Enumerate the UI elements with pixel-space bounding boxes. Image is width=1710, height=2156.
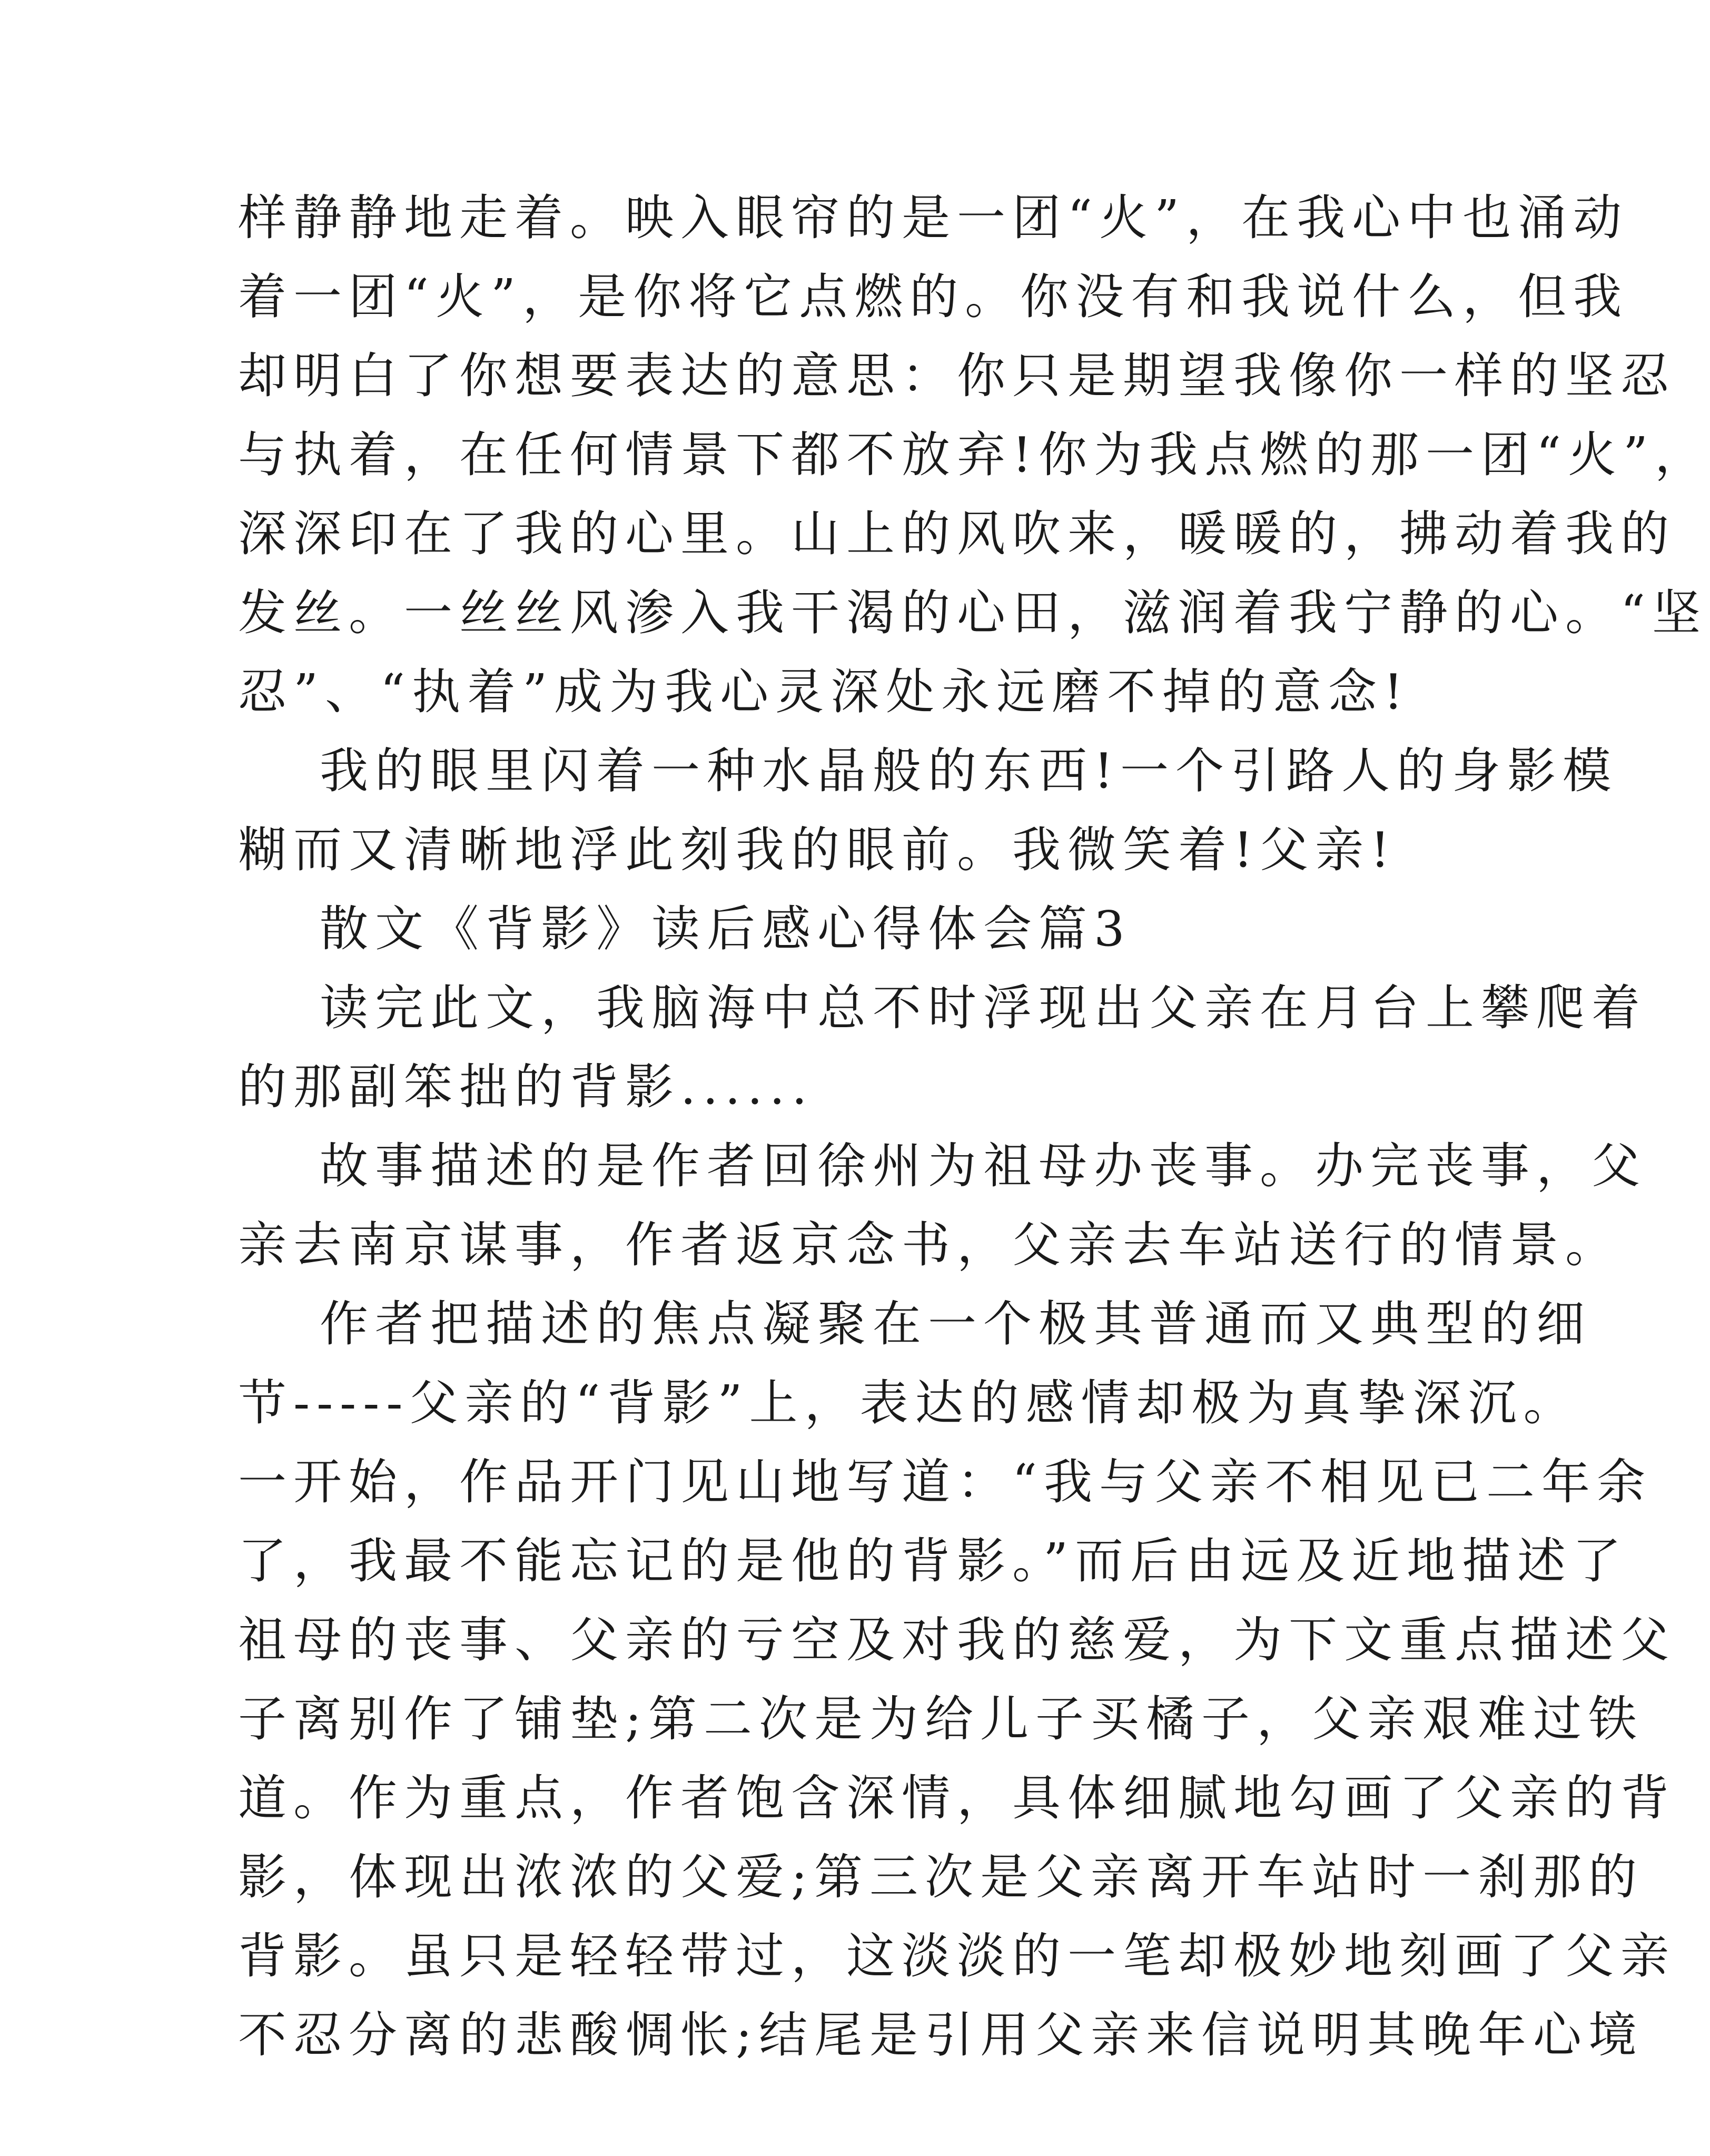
text-line: 一开始，作品开门见山地写道：“我与父亲不相见已二年余 bbox=[238, 1454, 1653, 1510]
paragraph-first-line: 我的眼里闪着一种水晶般的东西!一个引路人的身影模 bbox=[320, 743, 1618, 799]
text-line: 着一团“火”，是你将它点燃的。你没有和我说什么，但我 bbox=[238, 269, 1629, 325]
text-line: 影，体现出浓浓的父爱;第三次是父亲离开车站时一刹那的 bbox=[238, 1849, 1644, 1905]
paragraph-first-line: 故事描述的是作者回徐州为祖母办丧事。办完丧事，父 bbox=[320, 1138, 1647, 1194]
text-line: 的那副笨拙的背影...... bbox=[238, 1059, 814, 1115]
text-line: 道。作为重点，作者饱含深情，具体细腻地勾画了父亲的背 bbox=[238, 1770, 1676, 1826]
text-line: 糊而又清晰地浮此刻我的眼前。我微笑着!父亲! bbox=[238, 822, 1397, 878]
text-line: 了，我最不能忘记的是他的背影。”而后由远及近地描述了 bbox=[238, 1533, 1628, 1589]
text-line: 子离别作了铺垫;第二次是为给儿子买橘子，父亲艰难过铁 bbox=[238, 1691, 1644, 1747]
text-line: 深深印在了我的心里。山上的风吹来，暖暖的，拂动着我的 bbox=[238, 506, 1676, 562]
text-line: 却明白了你想要表达的意思：你只是期望我像你一样的坚忍 bbox=[238, 348, 1676, 404]
text-line: 与执着，在任何情景下都不放弃!你为我点燃的那一团“火”， bbox=[238, 427, 1710, 483]
text-line: 祖母的丧事、父亲的亏空及对我的慈爱，为下文重点描述父 bbox=[238, 1612, 1676, 1668]
text-line: 背影。虽只是轻轻带过，这淡淡的一笔却极妙地刻画了父亲 bbox=[238, 1928, 1676, 1984]
text-line: 发丝。一丝丝风渗入我干渴的心田，滋润着我宁静的心。“坚 bbox=[238, 585, 1708, 641]
section-heading: 散文《背影》读后感心得体会篇3 bbox=[320, 901, 1132, 957]
text-line: 亲去南京谋事，作者返京念书，父亲去车站送行的情景。 bbox=[238, 1217, 1621, 1273]
paragraph-first-line: 作者把描述的焦点凝聚在一个极其普通而又典型的细 bbox=[320, 1296, 1592, 1352]
text-line: 忍”、“执着”成为我心灵深处永远磨不掉的意念! bbox=[238, 664, 1410, 720]
text-line: 不忍分离的悲酸惆怅;结尾是引用父亲来信说明其晚年心境 bbox=[238, 2007, 1644, 2063]
text-line: 样静静地走着。映入眼帘的是一团“火”，在我心中也涌动 bbox=[238, 190, 1629, 246]
text-line: 节-----父亲的“背影”上，表达的感情却极为真挚深沉。 bbox=[238, 1375, 1579, 1431]
paragraph-first-line: 读完此文，我脑海中总不时浮现出父亲在月台上攀爬着 bbox=[320, 980, 1647, 1036]
